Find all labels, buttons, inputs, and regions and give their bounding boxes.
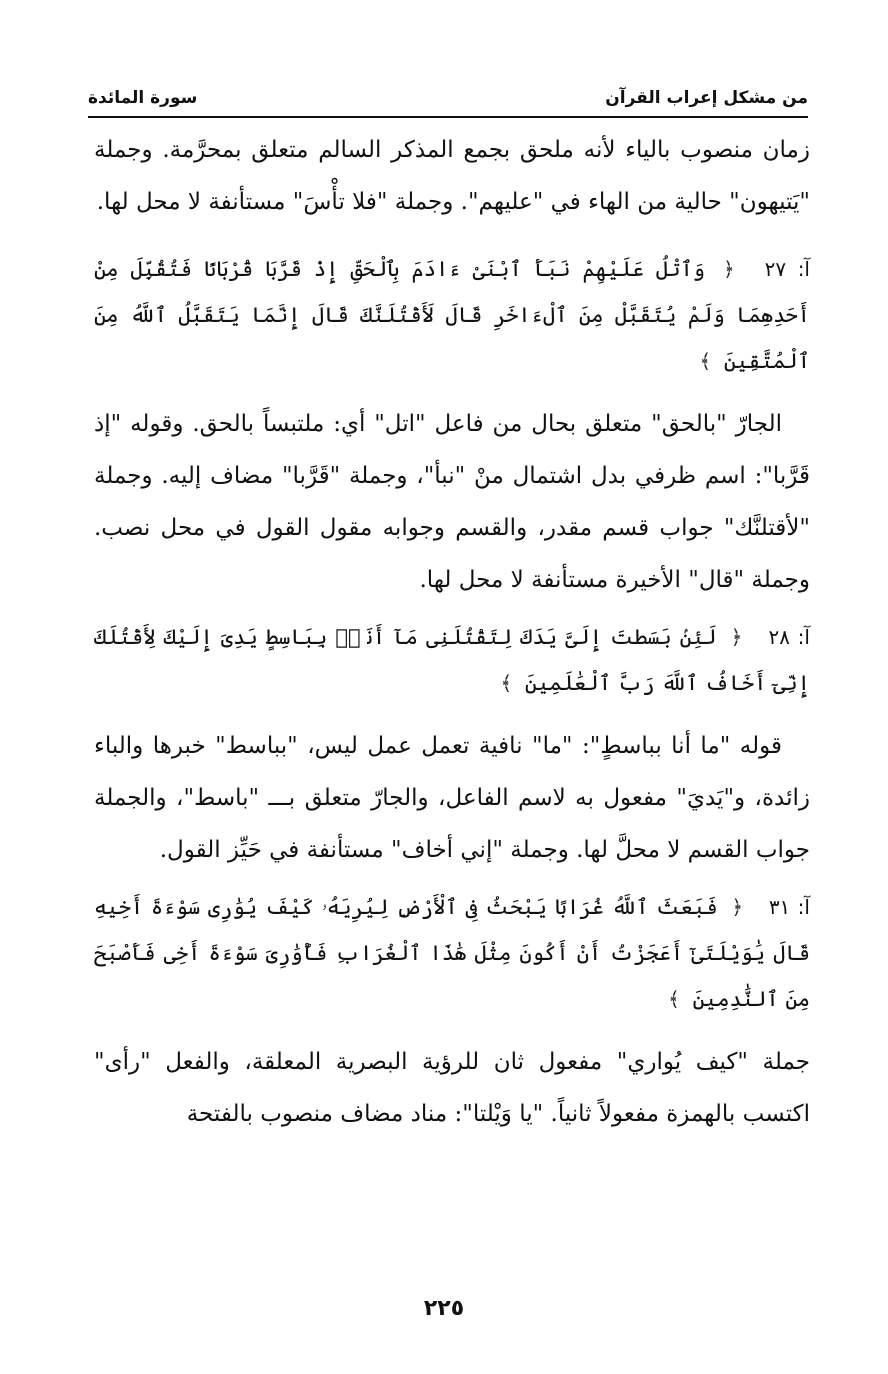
paragraph-2: الجارّ "بالحق" متعلق بحال من فاعل "اتل" أي: ملتبساً بالحق. وقوله "إذ قَرَّبا": اسم ظرفي بدل اشتمال منْ "نبأ"، وجملة "قَرَّبا" مضاف إليه. وجملة "لأقتلنَّك" جواب قسم مقدر، والقسم وجوابه مقول القول في محل نصب. وجملة "قال" الأخيرة مستأنفة لا محل لها.: [94, 411, 810, 593]
verse-close-ornament: ﴾: [699, 349, 712, 373]
verse-28: [94, 614, 810, 706]
paragraph-1: زمان منصوب بالياء لأنه ملحق بجمع المذكر السالم متعلق بمحرَّمة. وجملة "يَتيهون" حالية من الهاء في "عليهم". وجملة "فلا تأْسَ" مستأنفة لا محل لها.: [94, 137, 810, 215]
page-content: [94, 124, 810, 1140]
verse-open-ornament: ﴿: [731, 895, 744, 919]
verse-31-ref: آ: ٣١: [768, 895, 810, 919]
verse-close-ornament: ﴾: [668, 987, 680, 1011]
verse-close-ornament: ﴾: [500, 671, 513, 695]
verse-27-ref: آ: ٢٧: [764, 257, 810, 281]
verse-27: [94, 246, 810, 384]
verse-27-text: وَٱتْلُ عَلَيْهِمْ نَبَأَ ٱبْنَىْ ءَادَمَ بِٱلْحَقِّ إِذْ قَرَّبَا قُرْبَانًا فَتُقُبِّلَ مِنْ أَحَدِهِمَا وَلَمْ يُتَقَبَّلْ مِنَ ٱلْءَاخَرِ قَالَ لَأَقْتُلَنَّكَ قَالَ إِنَّمَا يَتَقَبَّلُ ٱللَّهُ مِنَ ٱلْمُتَّقِينَ: [94, 257, 810, 373]
page-header: [88, 84, 808, 118]
page-number: ٢٢٥: [423, 1296, 465, 1321]
verse-open-ornament: ﴿: [723, 257, 735, 281]
book-title: من مشكل إعراب القرآن: [605, 88, 808, 108]
paragraph-4: جملة "كيف يُواري" مفعول ثان للرؤية البصرية المعلقة، والفعل "رأى" اكتسب بالهمزة مفعولاً ثانياً. "يا وَيْلتا": مناد مضاف منصوب بالفتحة: [94, 1049, 810, 1127]
verse-28-ref: آ: ٢٨: [768, 625, 810, 649]
verse-31: [94, 884, 810, 1022]
verse-28-text: لَئِنۢ بَسَطتَ إِلَىَّ يَدَكَ لِتَقْتُلَنِى مَآ أَنَا۠ بِبَاسِطٍ يَدِىَ إِلَيْكَ لِأَقْتُلَكَ إِنِّىٓ أَخَافُ ٱللَّهَ رَبَّ ٱلْعَٰلَمِينَ: [94, 625, 810, 695]
surah-name: سورة المائدة: [88, 88, 198, 108]
verse-31-text: فَبَعَثَ ٱللَّهُ غُرَابًا يَبْحَثُ فِى ٱلْأَرْضِ لِيُرِيَهُۥ كَيْفَ يُوَٰرِى سَوْءَةَ أَخِيهِ قَالَ يَٰوَيْلَتَىٰٓ أَعَجَزْتُ أَنْ أَكُونَ مِثْلَ هَٰذَا ٱلْغُرَابِ فَأُوَٰرِىَ سَوْءَةَ أَخِى فَأَصْبَحَ مِنَ ٱلنَّٰدِمِينَ: [94, 895, 810, 1011]
paragraph-3: قوله "ما أنا بباسطٍ": "ما" نافية تعمل عمل ليس، "بباسط" خبرها والباء زائدة، و"يَديَ" مفعول به لاسم الفاعل، والجارّ متعلق بـــ "باسط"، والجملة جواب القسم لا محلَّ لها. وجملة "إني أخاف" مستأنفة في حَيِّز القول.: [94, 733, 810, 863]
verse-open-ornament: ﴿: [730, 625, 743, 649]
